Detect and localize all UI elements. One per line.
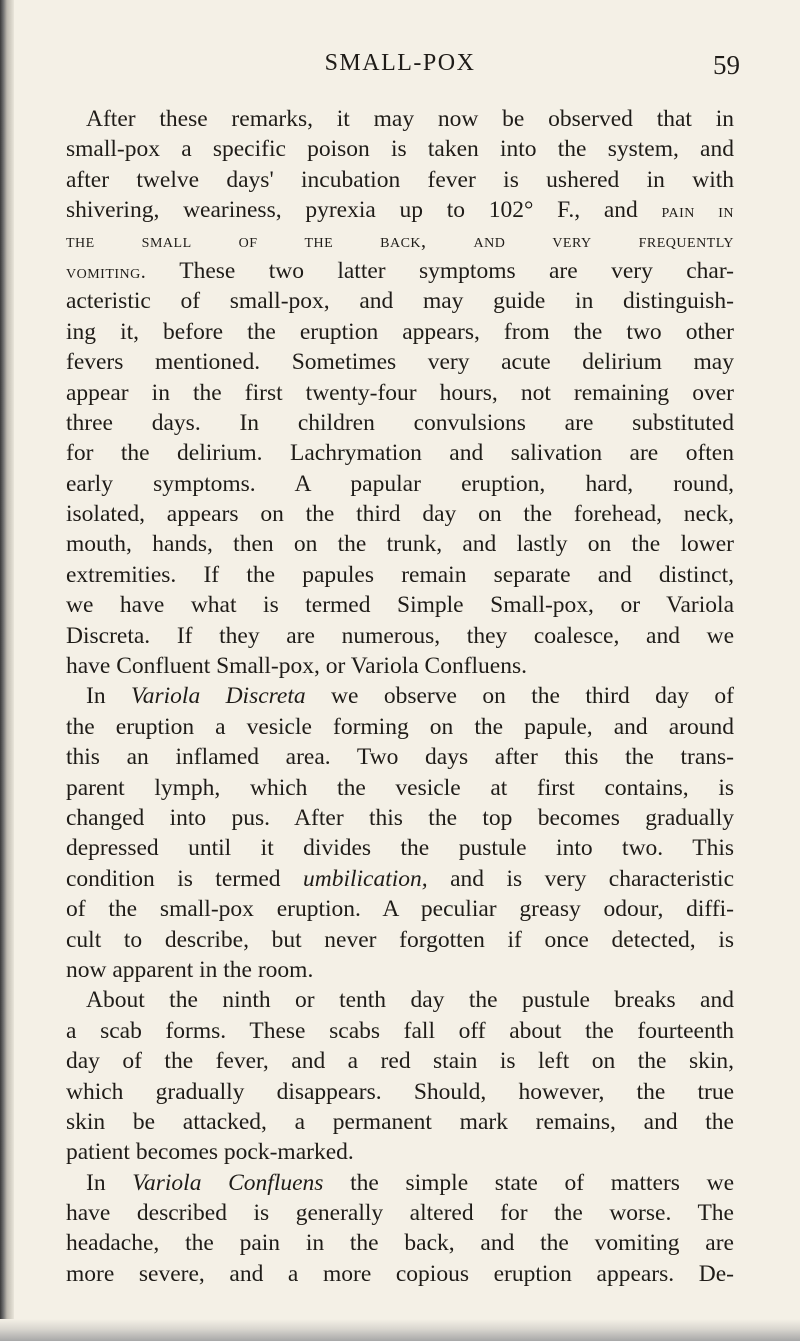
text-line: patient becomes pock-marked. [66,1139,354,1166]
text-line: which gradually disappears. Should, however, the true [66,1078,734,1105]
text-line [66,1168,734,1198]
text-line: we have what is termed Simple Small-pox, or Variola [66,592,734,619]
text-line: skin be attacked, a permanent mark remains, and the [66,1108,734,1135]
text-line: changed into pus. After this the top becomes gradually [66,804,734,831]
text-run: In [86,1169,106,1196]
text-line [66,681,734,711]
text-line: headache, the pain in the back, and the vomiting are [66,1230,734,1257]
text-run: and is very characteristic [427,865,735,892]
text-line: small-pox a specific poison is taken into the system, and [66,136,734,163]
italic-run: Variola Discreta [130,683,306,710]
text-line: have described is generally altered for the worse. The [66,1200,734,1227]
text-line: mouth, hands, then on the trunk, and lastly on the lower [66,531,734,558]
text-line: fevers mentioned. Sometimes very acute delirium may [66,349,734,376]
text-line: cult to describe, but never forgotten if once detected, is [66,926,734,953]
body-text [66,104,734,1289]
small-caps-run: vomiting. [66,260,147,283]
text-line: After these remarks, it may now be observed that in [86,106,734,132]
page-bottom-edge [0,1319,800,1341]
text-run: we observe on the third day of [305,683,735,710]
text-line: after twelve days' incubation fever is ushered in with [66,166,734,193]
text-line [66,256,734,286]
text-line: extremities. If the papules remain separate and distinct, [66,561,734,588]
page-header [60,50,740,84]
text-line [66,195,734,225]
text-line: parent lymph, which the vesicle at first contains, is [66,774,734,801]
text-line: three days. In children convulsions are substituted [66,409,734,436]
text-run: These two latter symptoms are very char- [146,257,734,284]
text-line [66,864,734,894]
text-line: acteristic of small-pox, and may guide in distinguish- [66,288,734,315]
text-run: shivering, weariness, pyrexia up to 102° F., and [66,197,638,224]
italic-run: umbilication, [303,865,428,892]
text-line: early symptoms. A papular eruption, hard, round, [66,470,734,497]
text-line: appear in the first twenty-four hours, not remaining over [66,379,734,406]
text-line: isolated, appears on the third day on the forehead, neck, [66,501,734,528]
text-line: of the small-pox eruption. A peculiar greasy odour, diffi- [66,896,734,923]
text-run: In [86,683,106,710]
text-run: condition is termed [66,865,281,892]
running-title: SMALL-POX [324,50,476,76]
text-line: day of the fever, and a red stain is left on the skin, [66,1048,734,1075]
text-line: Discreta. If they are numerous, they coalesce, and we [66,622,734,649]
text-line: ing it, before the eruption appears, from the two other [66,318,734,345]
text-line: now apparent in the room. [66,956,314,983]
text-line: depressed until it divides the pustule into two. This [66,835,734,862]
text-line: About the ninth or tenth day the pustule breaks and [86,987,734,1014]
small-caps-run: pain in [661,200,734,223]
page-number: 59 [713,50,740,80]
text-line: more severe, and a more copious eruption appears. De- [66,1260,734,1287]
text-line: for the delirium. Lachrymation and salivation are often [66,440,734,467]
binding-gutter [0,0,14,1341]
text-line: this an inflamed area. Two days after this the trans- [66,744,734,771]
text-line: the small of the back, and very frequently [66,229,734,252]
text-line: a scab forms. These scabs fall off about the fourteenth [66,1017,734,1044]
text-line: have Confluent Small-pox, or Variola Confluens. [66,653,528,680]
text-run: the simple state of matters we [323,1169,735,1196]
italic-run: Variola Confluens [132,1169,324,1196]
text-line: the eruption a vesicle forming on the papule, and around [66,713,734,740]
